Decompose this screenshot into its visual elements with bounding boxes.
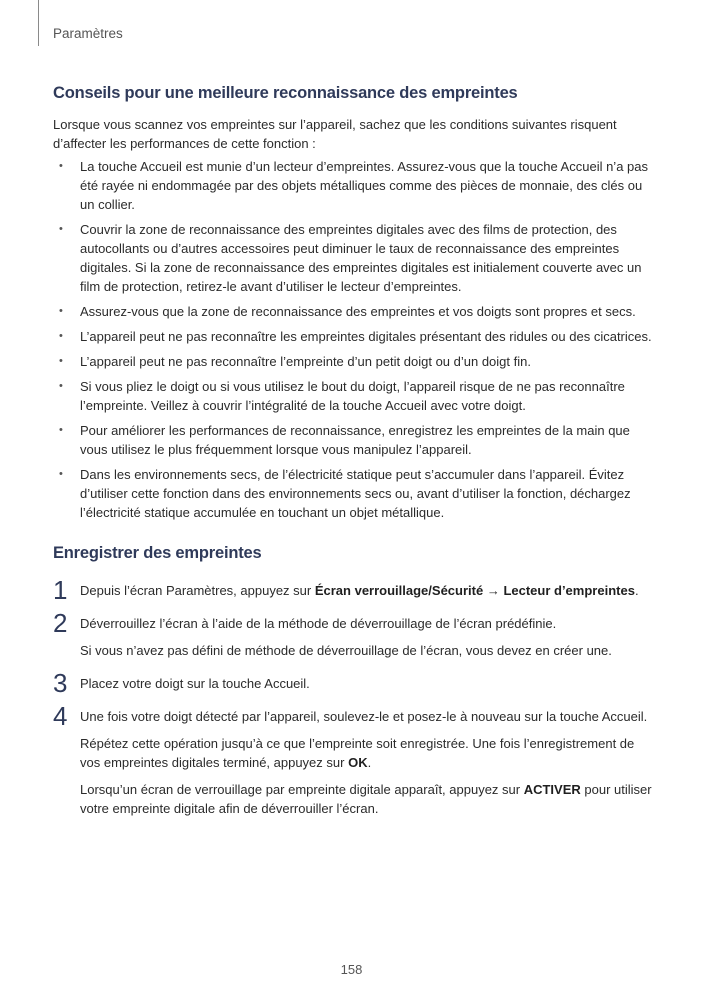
step-text-part: Depuis l’écran Paramètres, appuyez sur [80, 583, 315, 598]
list-item [53, 352, 653, 371]
register-title: Enregistrer des empreintes [53, 544, 262, 562]
step-text-part: Lorsqu’un écran de verrouillage par empreinte digitale apparaît, appuyez sur [80, 782, 524, 797]
ok-label: OK [348, 755, 368, 770]
step-text-part: . [367, 755, 372, 770]
activate-label: ACTIVER [523, 782, 581, 797]
list-item-text: Assurez-vous que la zone de reconnaissance des empreintes et vos doigts sont propres et secs. [80, 304, 636, 319]
list-item-text: Si vous pliez le doigt ou si vous utilisez le bout du doigt, l’appareil risque de ne pas reconnaître l’empreinte. Veillez à couvrir l’intégralité de la touche Accueil avec votre doigt. [80, 379, 625, 413]
list-item [53, 327, 653, 346]
list-item-text: L’appareil peut ne pas reconnaître les empreintes digitales présentant des ridules ou des cicatrices. [80, 329, 652, 344]
step-2 [53, 608, 653, 660]
step-number: 1 [53, 575, 68, 605]
step-note: Si vous n’avez pas défini de méthode de déverrouillage de l’écran, vous devez en créer une. [80, 643, 612, 658]
list-item-text: Dans les environnements secs, de l’électricité statique peut s’accumuler dans l’appareil. Évitez d’utiliser cette fonction dans des environnements secs ou, avant d’utiliser la fonction, déchargez l’électricité statique accumulée en touchant un objet métallique. [80, 467, 631, 520]
step-note [80, 734, 653, 772]
step-number: 3 [53, 668, 68, 698]
step-4 [53, 701, 653, 818]
step-text [80, 581, 653, 600]
step-1 [53, 575, 653, 605]
tips-title: Conseils pour une meilleure reconnaissance des empreintes [53, 84, 518, 102]
step-text-part: pour utiliser votre empreinte digitale afin de déverrouiller l’écran. [80, 782, 652, 816]
bullet-icon: • [59, 330, 63, 342]
bullet-icon: • [59, 468, 63, 480]
step-3 [53, 668, 653, 698]
list-item [53, 302, 653, 321]
list-item [53, 465, 653, 522]
step-text-part: Répétez cette opération jusqu’à ce que l’empreinte soit enregistrée. Une fois l’enregistrement de vos empreintes digitales terminé, appuyez sur [80, 736, 635, 770]
tips-list [53, 157, 653, 522]
bullet-icon: • [59, 305, 63, 317]
bullet-icon: • [59, 355, 63, 367]
list-item [53, 220, 653, 296]
step-text-part: . [634, 583, 639, 598]
list-item-text: La touche Accueil est munie d’un lecteur d’empreintes. Assurez-vous que la touche Accueil n’a pas été rayée ni endommagée par des objets métalliques comme des pièces de monnaie, des clés ou un collier. [80, 159, 649, 212]
step-text: Une fois votre doigt détecté par l’appareil, soulevez-le et posez-le à nouveau sur la touche Accueil. [80, 709, 648, 724]
list-item [53, 377, 653, 415]
main-content [53, 84, 653, 832]
step-number: 2 [53, 608, 68, 638]
menu-path-screen-lock: Écran verrouillage/Sécurité [314, 583, 484, 598]
step-text: Placez votre doigt sur la touche Accueil. [80, 676, 310, 691]
page-number: 158 [340, 962, 363, 977]
step-number: 4 [53, 701, 68, 731]
bullet-icon: • [59, 223, 63, 235]
bullet-icon: • [59, 424, 63, 436]
list-item-text: Couvrir la zone de reconnaissance des empreintes digitales avec des films de protection, des autocollants ou d’autres accessoires peut diminuer le taux de reconnaissance des empreintes digitales. Si la zone de reconnaissance des empreintes digitales est initialement couverte avec un film de protection, retirez-le avant d’utiliser le lecteur d’empreintes. [80, 222, 642, 294]
list-item [53, 421, 653, 459]
menu-path-fingerprint-reader: Lecteur d’empreintes [503, 583, 635, 598]
bullet-icon: • [59, 380, 63, 392]
section-header: Paramètres [53, 26, 123, 41]
arrow-icon: → [483, 583, 504, 598]
bullet-icon: • [59, 160, 63, 172]
tips-intro: Lorsque vous scannez vos empreintes sur l’appareil, sachez que les conditions suivantes risquent d’affecter les performances de cette fonction : [53, 117, 617, 151]
list-item-text: L’appareil peut ne pas reconnaître l’empreinte d’un petit doigt ou d’un doigt fin. [80, 354, 531, 369]
step-text: Déverrouillez l’écran à l’aide de la méthode de déverrouillage de l’écran prédéfinie. [80, 616, 557, 631]
step-note [80, 780, 653, 818]
list-item-text: Pour améliorer les performances de reconnaissance, enregistrez les empreintes de la main que vous utilisez le plus fréquemment lorsque vous manipulez l’appareil. [80, 423, 630, 457]
list-item [53, 157, 653, 214]
header-divider [38, 0, 39, 46]
